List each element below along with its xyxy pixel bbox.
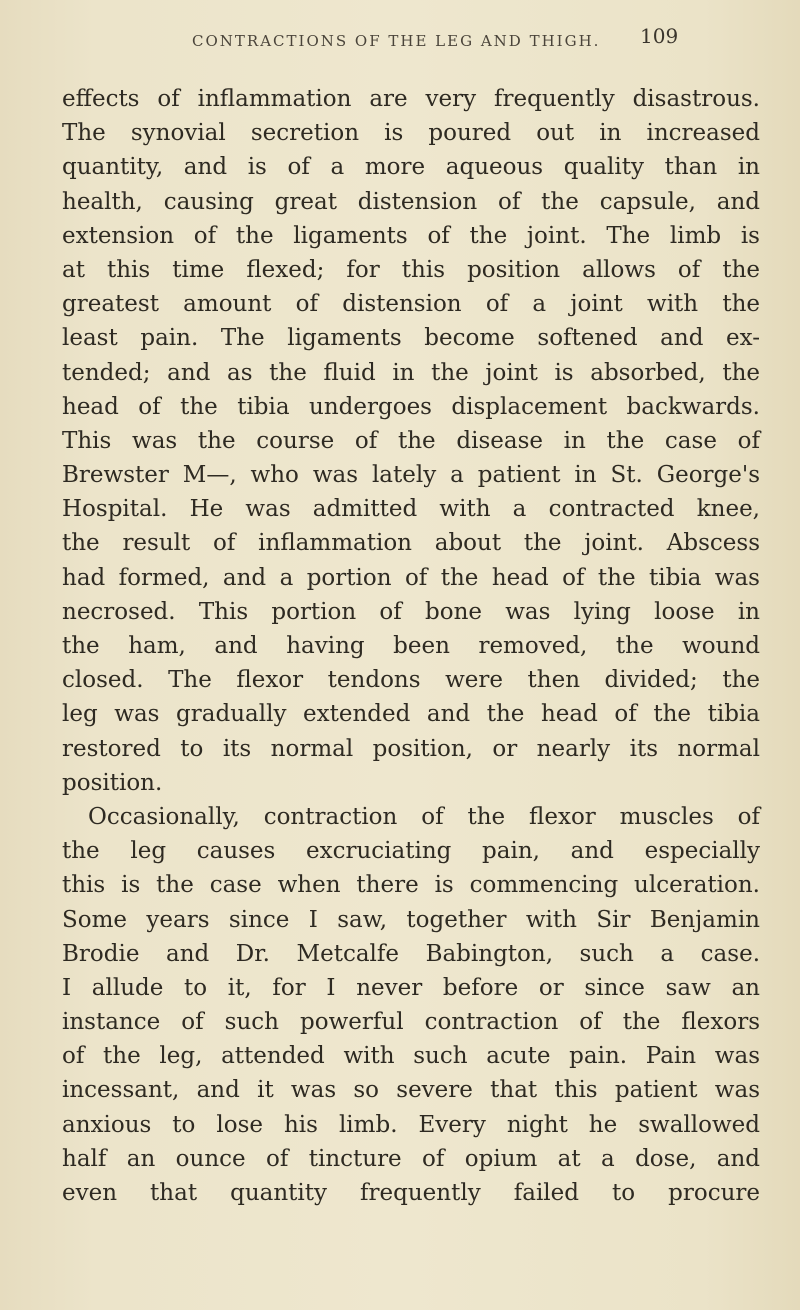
text-line: Hospital. He was admitted with a contracted knee,: [62, 496, 760, 523]
page-number: 109: [640, 24, 679, 48]
running-head: CONTRACTIONS OF THE LEG AND THIGH.: [192, 32, 601, 50]
text-line: at this time flexed; for this position allows of the: [62, 256, 760, 283]
text-line: least pain. The ligaments become softened and ex-: [62, 325, 760, 352]
text-line: Occasionally, contraction of the flexor muscles of: [88, 803, 760, 830]
text-line: closed. The flexor tendons were then divided; the: [62, 667, 760, 694]
text-line: this is the case when there is commencing ulceration.: [62, 872, 760, 899]
text-line: Brewster M—, who was lately a patient in St. George's: [62, 462, 760, 489]
text-line: anxious to lose his limb. Every night he swallowed: [62, 1111, 760, 1138]
text-line: greatest amount of distension of a joint with the: [62, 291, 760, 318]
text-line: position.: [62, 769, 163, 796]
text-line: necrosed. This portion of bone was lying loose in: [62, 598, 760, 625]
text-line: restored to its normal position, or nearly its normal: [62, 735, 760, 762]
text-line: instance of such powerful contraction of the flexors: [62, 1009, 760, 1036]
text-line: I allude to it, for I never before or since saw an: [62, 974, 760, 1001]
text-line: even that quantity frequently failed to procure: [62, 1180, 760, 1206]
text-line: of the leg, attended with such acute pain. Pain was: [62, 1043, 760, 1070]
text-line: health, causing great distension of the capsule, and: [62, 188, 760, 215]
text-line: Some years since I saw, together with Sir Benjamin: [62, 906, 760, 933]
text-line: the result of inflammation about the joint. Abscess: [62, 530, 760, 557]
body-text: [62, 82, 762, 1210]
text-line: The synovial secretion is poured out in increased: [62, 120, 760, 147]
text-line: had formed, and a portion of the head of the tibia was: [62, 564, 760, 591]
text-line: quantity, and is of a more aqueous quality than in: [62, 154, 760, 181]
text-line: incessant, and it was so severe that this patient was: [62, 1077, 760, 1104]
text-line: the leg causes excruciating pain, and especially: [62, 838, 760, 865]
text-line: half an ounce of tincture of opium at a dose, and: [62, 1145, 760, 1172]
page-header: [0, 24, 800, 54]
text-line: Brodie and Dr. Metcalfe Babington, such a case.: [62, 940, 760, 967]
text-line: This was the course of the disease in the case of: [62, 427, 760, 454]
text-line: extension of the ligaments of the joint. The limb is: [62, 222, 760, 249]
text-line: head of the tibia undergoes displacement backwards.: [62, 393, 760, 420]
text-line: tended; and as the fluid in the joint is absorbed, the: [62, 359, 760, 386]
text-line: the ham, and having been removed, the wound: [62, 633, 760, 659]
text-line: effects of inflammation are very frequently disastrous.: [62, 86, 760, 112]
text-line: leg was gradually extended and the head of the tibia: [62, 701, 760, 728]
